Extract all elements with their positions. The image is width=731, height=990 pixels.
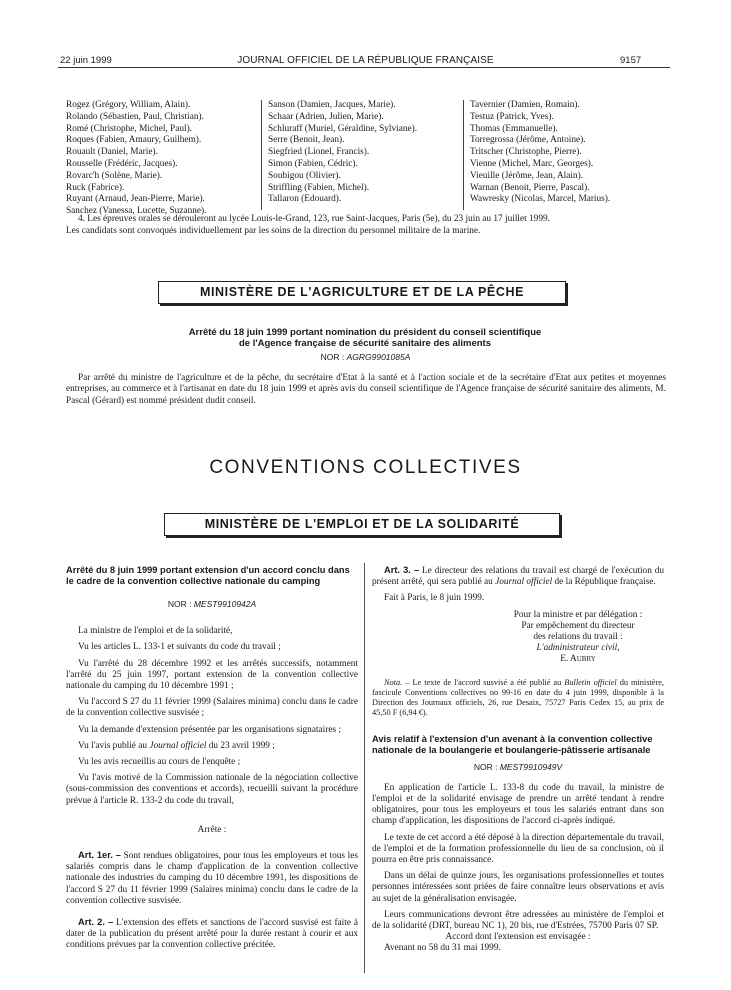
name-entry: Rovarc'h (Solène, Marie). (66, 170, 163, 181)
arrete-body: Par arrêté du ministre de l'agriculture et de la pêche, du secrétaire d'Etat à la santé et à l'action sociale et de la secrétaire d'Etat aux petites et moyennes entreprises, au commerce et à l'artisanat en date du 18 juin 1999 et après avis du conseil scientifique de l'Agence française de sécurité sanitaire des aliments, M. Pascal (Gérard) est nommé président dudit conseil. (66, 373, 666, 406)
paragraph (66, 741, 358, 752)
signatory-name: E. Aubry (560, 654, 596, 665)
name-entry: Ruck (Fabrice). (66, 182, 125, 193)
article-text: Le directeur des relations du travail est chargé de l'exécution du présent arrêté, qui sera publié au (372, 566, 664, 588)
paragraph: Leurs communications devront être adressées au ministère de l'emploi et de la solidarité (DRT, bureau NC 1), 20 bis, rue d'Estrées, 75700 Paris 07 SP. (372, 909, 664, 932)
text-run: du 23 avril 1999 ; (206, 740, 275, 751)
avis-title: Avis relatif à l'extension d'un avenant à la convention collective nationale de la boulangerie et boulangerie-pâtisserie artisanale (372, 733, 653, 755)
arrete-title-line: de l'Agence française de sécurité sanitaire des aliments (238, 338, 491, 349)
name-entry: Rouault (Daniel, Marie). (66, 147, 158, 158)
nor-reference (0, 352, 731, 362)
name-entry: Striffling (Fabien, Michel). (268, 182, 370, 193)
bulletin-reference: Bulletin officiel (564, 677, 617, 687)
note-line: Les candidats sont convoqués individuellement par les soins de la direction du personnel militaire de la marine. (66, 225, 481, 236)
name-entry: Romé (Christophe, Michel, Paul). (66, 123, 193, 134)
left-column (66, 565, 358, 952)
paragraph: Le texte de cet accord a été déposé à la direction départementale du travail, de l'emploi et de la formation professionnelle du lieu de sa conclusion, où il pourra en être pris connaissance. (372, 832, 664, 866)
journal-title: JOURNAL OFFICIEL DE LA RÉPUBLIQUE FRANÇAISE (237, 55, 494, 66)
header-date: 22 juin 1999 (60, 55, 112, 66)
arrete-label: Arrête : (197, 824, 227, 835)
nor-label: NOR : (473, 761, 498, 772)
name-entry: Vienne (Michel, Marc, Georges). (470, 158, 594, 169)
article-1 (66, 850, 358, 907)
name-entry: Thomas (Emmanuelle). (470, 123, 558, 134)
name-entry: Ruyant (Arnaud, Jean-Pierre, Marie). (66, 194, 205, 205)
article-label: Art. 1er. – (78, 850, 121, 861)
section-title: CONVENTIONS COLLECTIVES (209, 457, 522, 478)
note-item-4 (66, 214, 666, 237)
names-column-2 (268, 100, 417, 206)
right-column (372, 565, 664, 955)
column-divider (463, 100, 464, 210)
paragraph: Vu l'accord S 27 du 11 février 1999 (Salaires minima) conclu dans le cadre de la convention collective susvisée ; (66, 697, 358, 719)
signature-block (492, 610, 664, 666)
nor-code: MEST9910942A (193, 599, 257, 609)
signature-line: Par empêchement du directeur (521, 620, 635, 631)
paragraph: Dans un délai de quinze jours, les organisations professionnelles et toutes personnes intéressées sont priées de faire connaître leurs observations et avis au sujet de la généralisation envisagée. (372, 871, 664, 904)
paragraph: La ministre de l'emploi et de la solidarité, (78, 626, 233, 637)
name-entry: Vieuille (Jérôme, Jean, Alain). (470, 170, 584, 181)
article-text: Sont rendues obligatoires, pour tous les employeurs et tous les salariés compris dans le champ d'application de la convention collective nationale des industries du camping du 10 décembre 1991, les dispositions de l'accord S 27 du 11 février 1999 (Salaires minima) conclu dans le cadre de la convention collective susvisée. (66, 851, 358, 906)
arrete-title (110, 327, 620, 349)
signature-line: L'administrateur civil, (536, 643, 620, 654)
name-entry: Sanson (Damien, Jacques, Marie). (268, 100, 396, 110)
name-entry: Simon (Fabien, Cédric). (268, 158, 358, 169)
names-column-3 (470, 100, 610, 206)
page-number: 9157 (620, 55, 642, 66)
article-text: L'extension des effets et sanctions de l'accord susvisé est faite à dater de la publication du présent arrêté pour la durée restant à courir et aux conditions prévues par la convention collective précitée. (66, 918, 358, 951)
name-entry: Schluraff (Muriel, Géraldine, Sylviane). (268, 123, 418, 134)
text-run: Vu l'avis publié au (78, 740, 150, 751)
names-column-1 (66, 100, 206, 218)
arrete-title-line: Arrêté du 18 juin 1999 portant nomination du président du conseil scientifique (188, 327, 542, 338)
column-divider (364, 563, 365, 973)
paragraph: Avenant no 58 du 31 mai 1999. (384, 943, 501, 954)
article-3 (372, 565, 664, 588)
name-entry: Siegfried (Lionel, Francis). (268, 147, 370, 158)
name-entry: Testuz (Patrick, Yves). (470, 111, 554, 122)
name-entry: Wawresky (Nicolas, Marcel, Marius). (470, 194, 611, 205)
article-label: Art. 3. – (384, 565, 420, 575)
name-entry: Serre (Benoit, Jean). (268, 135, 345, 146)
name-entry: Sanchez (Vanessa, Lucette, Suzanne). (66, 206, 207, 217)
paragraph: Vu l'avis motivé de la Commission nationale de la négociation collective (sous-commission des conventions et accords), recueilli suivant la procédure prévue à l'article R. 133-2 du code du travail, (66, 773, 358, 806)
article-label: Art. 2. – (78, 917, 114, 928)
name-entry: Tritscher (Christophe, Pierre). (470, 147, 582, 158)
name-entry: Tavernier (Damien, Romain). (470, 100, 580, 110)
note-line: 4. Les épreuves orales se dérouleront au lycée Louis-le-Grand, 123, rue Saint-Jacques, Paris (5e), du 23 juin au 17 juillet 1999. (78, 214, 550, 224)
name-entry: Soubigou (Olivier). (268, 170, 341, 181)
header-rule (58, 67, 670, 68)
paragraph: Vu l'arrêté du 28 décembre 1992 et les arrêtés successifs, notamment l'arrêté du 25 juin 1997, portant extension de la convention collective nationale du camping du 10 décembre 1991 ; (66, 658, 358, 692)
name-entry: Roques (Fabien, Amaury, Guilhem). (66, 135, 202, 146)
nor-code: MEST9910949V (499, 761, 563, 772)
name-entry: Tallaron (Edouard). (268, 194, 342, 205)
journal-reference: Journal officiel (149, 740, 207, 751)
paragraph: En application de l'article L. 133-8 du code du travail, la ministre de l'emploi et de la solidarité envisage de prendre un arrêté tendant à rendre obligatoires, pour tous les employeurs et tous les salariés entrant dans son champ d'application, les dispositions de l'accord ci-après indiqué. (372, 782, 664, 827)
name-entry: Torregrossa (Jérôme, Antoine). (470, 135, 586, 146)
ministry-heading-agriculture: MINISTÈRE DE L'AGRICULTURE ET DE LA PÊCHE (158, 281, 566, 304)
article-text: de la République française. (552, 577, 656, 588)
name-entry: Schaar (Adrien, Julien, Marie). (268, 111, 384, 122)
column-divider (261, 100, 262, 210)
arrete-title: Arrêté du 8 juin 1999 portant extension d'un accord conclu dans le cadre de la convention collective nationale du camping (66, 565, 350, 586)
text-run: – Le texte de l'accord susvisé a été publié au (402, 677, 565, 687)
name-entry: Warnan (Benoit, Pierre, Pascal). (470, 182, 590, 193)
signature-line: Pour la ministre et par délégation : (513, 609, 643, 620)
paragraph: Accord dont l'extension est envisagée : (445, 932, 591, 943)
paragraph: Vu la demande d'extension présentée par les organisations signataires ; (78, 724, 341, 735)
nor-label: NOR : (320, 352, 345, 362)
nor-reference (372, 762, 664, 773)
nota (372, 678, 664, 718)
paragraph: Vu les articles L. 133-1 et suivants du code du travail ; (78, 642, 281, 653)
paragraph: Vu les avis recueillis au cours de l'enquête ; (78, 757, 241, 768)
name-entry: Rogez (Grégory, William, Alain). (66, 100, 191, 110)
nor-label: NOR : (167, 599, 192, 609)
journal-reference: Journal officiel (495, 577, 553, 588)
nota-label: Nota. (384, 677, 403, 687)
text-run: du ministère, fascicule Conventions collectives no 99-16 en date du 4 juin 1999, disponible à la Direction des Journaux officiels, 26, rue Desaix, 75727 Paris Cedex 15, au prix de 45,50 F (6,94 €). (372, 677, 664, 717)
nor-code: AGRG9901085A (346, 352, 411, 362)
name-entry: Rousselle (Frédéric, Jacques). (66, 158, 178, 169)
ministry-heading-emploi: MINISTÈRE DE L'EMPLOI ET DE LA SOLIDARITÉ (164, 513, 560, 536)
signature-line: des relations du travail : (533, 632, 623, 643)
name-entry: Rolando (Sébastien, Paul, Christian). (66, 111, 204, 122)
fait-line: Fait à Paris, le 8 juin 1999. (384, 593, 485, 604)
article-2 (66, 917, 358, 952)
nor-reference (66, 599, 358, 610)
